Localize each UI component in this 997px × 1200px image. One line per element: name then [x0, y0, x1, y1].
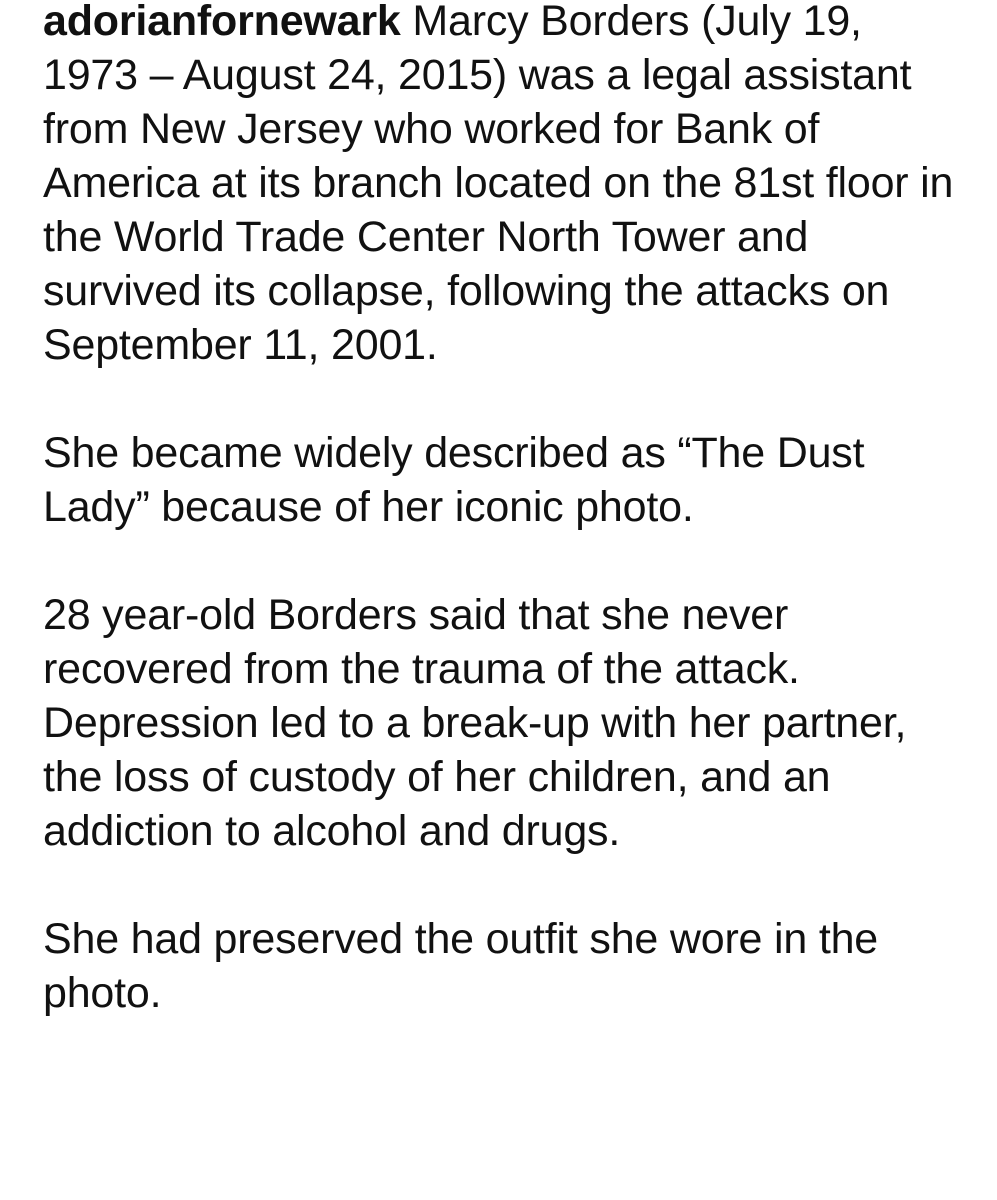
caption-paragraph-2: She became widely described as “The Dust Lady” because of her iconic photo. [43, 429, 865, 531]
caption-paragraph-3: 28 year-old Borders said that she never recovered from the trauma of the attack. Depression led to a break-up with her partner, the loss of custody of her children, and an addiction to alcohol and drugs. [43, 591, 907, 855]
caption-text-1: Marcy Borders (July 19, 1973 – August 24, 2015) was a legal assistant from New Jersey who worked for Bank of America at its branch located on the 81st floor in the World Trade Center North Tower and survived its collapse, following the attacks on September 11, 2001. [43, 0, 954, 369]
caption-paragraph-1 [43, 0, 963, 372]
caption-paragraph-4: She had preserved the outfit she wore in the photo. [43, 915, 879, 1017]
username-link[interactable]: adorianfornewark [43, 0, 401, 45]
post-caption [43, 0, 963, 1074]
